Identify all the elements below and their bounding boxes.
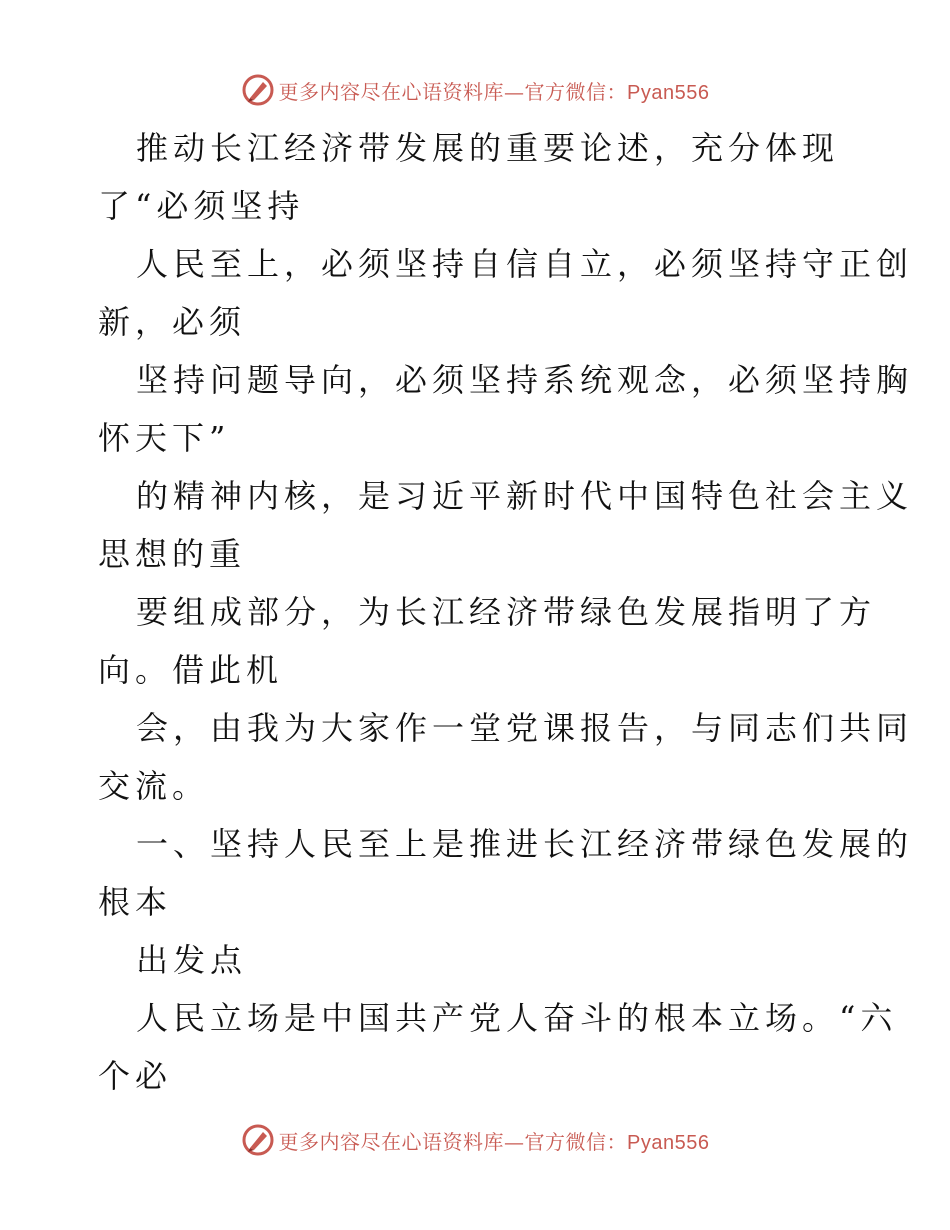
pen-logo-icon (241, 1123, 275, 1157)
banner-account: Pyan556 (627, 81, 710, 104)
paragraph-line: 要组成部分，为长江经济带绿色发展指明了方 (136, 593, 877, 631)
paragraph-line: 思想的重 (98, 535, 247, 573)
section-heading-line: 一、坚持人民至上是推进长江经济带绿色发展的 (136, 825, 914, 863)
paragraph-line: 个必 (98, 1057, 173, 1095)
banner-text: 更多内容尽在心语资料库—官方微信： (278, 1129, 628, 1154)
paragraph-line: 怀天下” (98, 419, 231, 457)
header-watermark-banner (0, 70, 950, 110)
paragraph-line: 交流。 (98, 767, 210, 805)
paragraph-line: 向。借此机 (98, 651, 284, 689)
banner-text: 更多内容尽在心语资料库—官方微信： (278, 79, 628, 104)
section-heading-line: 根本 (98, 883, 173, 921)
paragraph-line: 人民至上，必须坚持自信自立，必须坚持守正创 (136, 245, 914, 283)
paragraph-line: 坚持问题导向，必须坚持系统观念，必须坚持胸 (136, 361, 914, 399)
footer-watermark-banner (0, 1120, 950, 1160)
paragraph-line: 会，由我为大家作一堂党课报告，与同志们共同 (136, 709, 914, 747)
paragraph-line: 新，必须 (98, 303, 247, 341)
pen-logo-icon (241, 73, 275, 107)
banner-account: Pyan556 (627, 1131, 710, 1154)
section-heading-line: 出发点 (136, 941, 248, 979)
paragraph-line: 了“必须坚持 (98, 187, 305, 225)
paragraph-line: 的精神内核，是习近平新时代中国特色社会主义 (136, 477, 914, 515)
paragraph-line: 推动长江经济带发展的重要论述，充分体现 (136, 129, 840, 167)
paragraph-line: 人民立场是中国共产党人奋斗的根本立场。“六 (136, 999, 898, 1037)
